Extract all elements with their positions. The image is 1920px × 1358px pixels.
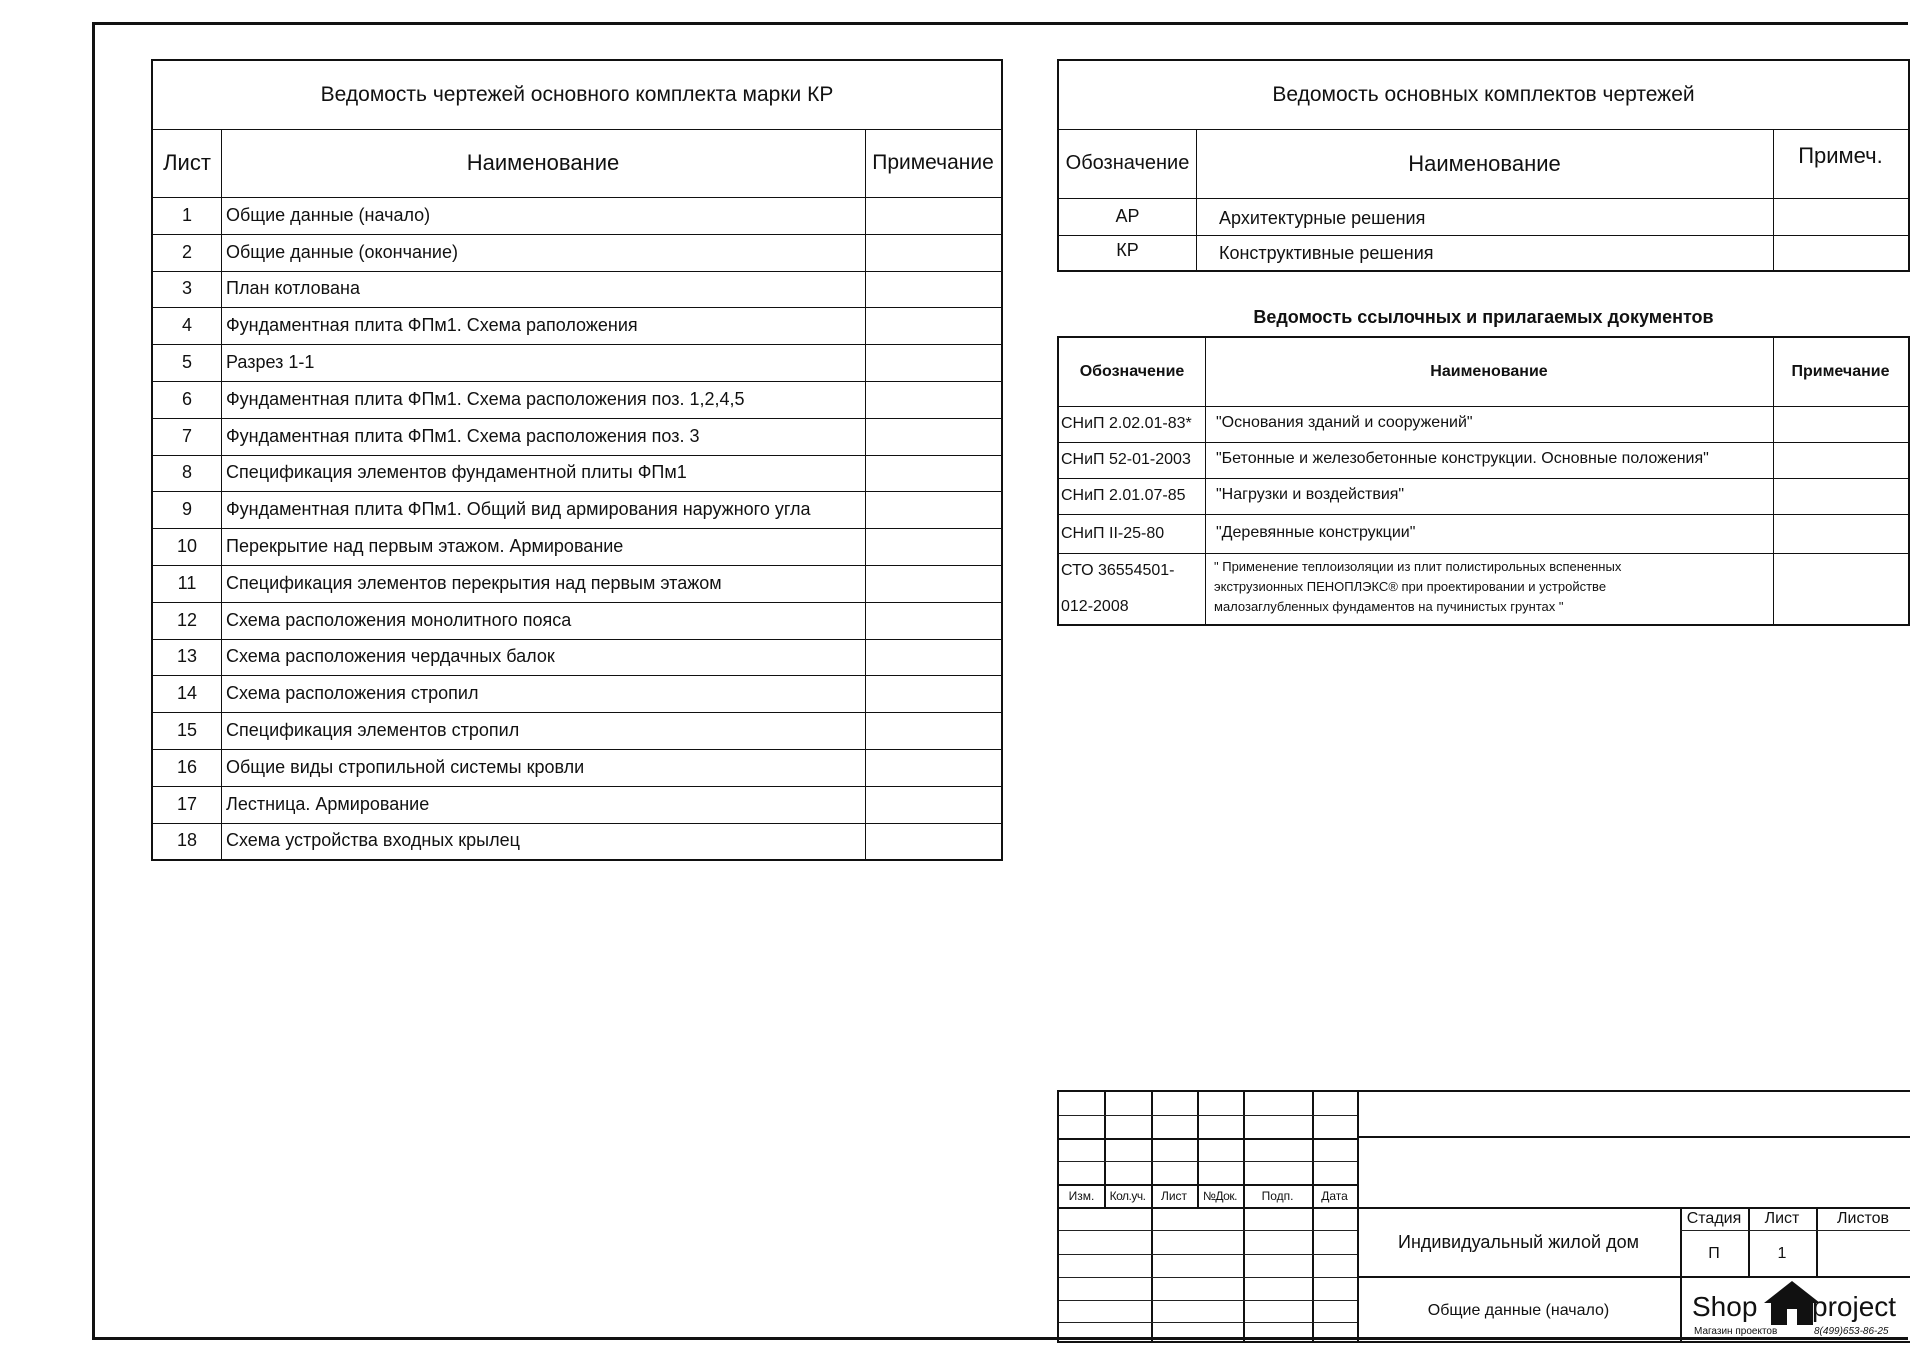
sheets-label: Листов (1837, 1210, 1889, 1227)
table-row (153, 712, 1001, 749)
logo-word-project: project (1812, 1291, 1897, 1322)
main-sets-title: Ведомость основных комплектов чертежей (1272, 83, 1695, 106)
logo-word-shop: Shop (1692, 1291, 1758, 1322)
label-izm: Изм. (1068, 1189, 1095, 1203)
sheet-number: 17 (176, 793, 198, 814)
sheet-number: 8 (181, 462, 192, 483)
table-row (153, 528, 1001, 565)
sheet-number: 15 (176, 720, 198, 741)
reference-docs-code: СНиП 2.01.07-85 (1061, 487, 1186, 504)
main-sets-code-kr: КР (1116, 240, 1139, 260)
main-sets-table (1057, 59, 1910, 272)
label-n-dok: №Док. (1203, 1189, 1237, 1203)
table-row (153, 749, 1001, 786)
sheet-number: 3 (181, 278, 192, 299)
sheet-number: 7 (181, 425, 192, 446)
sheet-title: Фундаментная плита ФПм1. Схема раположения (226, 315, 638, 336)
label-list: Лист (1160, 1189, 1188, 1203)
sheet-title: Фундаментная плита ФПм1. Общий вид армирования наружного угла (226, 499, 811, 520)
label-data: Дата (1321, 1189, 1348, 1203)
main-sets-header-note: Примеч. (1798, 142, 1883, 168)
reference-docs-name-line: малозаглубленных фундаментов на пучинистых грунтах " (1214, 598, 1564, 614)
stage-label: Стадия (1686, 1210, 1742, 1227)
table-row (153, 381, 1001, 418)
sheet-number: 5 (181, 352, 192, 373)
table-row (153, 197, 1001, 234)
main-sets-header-code: Обозначение (1065, 152, 1190, 174)
title-block (1057, 1090, 1910, 1343)
sheet-title: План котлована (226, 278, 360, 299)
sheet-value: 1 (1777, 1244, 1787, 1262)
sheet-title: Перекрытие над первым этажом. Армирование (226, 536, 624, 557)
sheet-title: Схема расположения монолитного пояса (226, 609, 572, 630)
logo-caption: Магазин проектов (1694, 1326, 1778, 1337)
table-row (153, 455, 1001, 492)
reference-docs-name: "Нагрузки и воздействия" (1216, 486, 1405, 503)
sheet-number: 4 (181, 315, 192, 336)
reference-docs-header-note: Примечание (1791, 363, 1890, 380)
sheet-number: 11 (177, 572, 197, 593)
table-row (153, 491, 1001, 528)
table-row (153, 418, 1001, 455)
table-row (153, 344, 1001, 381)
reference-docs-name-line: экструзионных ПЕНОПЛЭКС® при проектировании и устройстве (1214, 578, 1607, 594)
sheet-title: Схема устройства входных крылец (226, 830, 520, 851)
table-row (153, 234, 1001, 271)
drawings-list-table (151, 59, 1003, 861)
main-sets-name-ar: Архитектурные решения (1219, 208, 1426, 228)
logo-phone: 8(499)653-86-25 (1814, 1326, 1889, 1337)
reference-docs-name-line: " Применение теплоизоляции из плит полистирольных вспененных (1214, 558, 1622, 574)
sheet-label: Лист (1764, 1210, 1800, 1227)
main-sets-code-ar: АР (1115, 206, 1140, 226)
table-row (153, 675, 1001, 712)
sheet-title: Фундаментная плита ФПм1. Схема расположения поз. 3 (226, 425, 700, 446)
label-kol-uch: Кол.уч. (1109, 1189, 1146, 1203)
table-row (153, 307, 1001, 344)
sheet-title: Спецификация элементов перекрытия над первым этажом (226, 572, 722, 593)
sheet-number: 16 (176, 756, 198, 777)
sheet-title: Спецификация элементов стропил (226, 720, 520, 741)
project-name: Индивидуальный жилой дом (1398, 1231, 1639, 1252)
sheet-number: 12 (176, 609, 198, 630)
reference-docs-code: СНиП II-25-80 (1061, 524, 1165, 542)
sheet-number: 2 (181, 241, 192, 262)
stage-value: П (1708, 1244, 1720, 1262)
table-row (153, 271, 1001, 308)
drawings-list-title: Ведомость чертежей основного комплекта марки КР (320, 83, 834, 106)
reference-docs-title: Ведомость ссылочных и прилагаемых документов (1253, 306, 1714, 327)
sheet-title: Фундаментная плита ФПм1. Схема расположения поз. 1,2,4,5 (226, 388, 745, 409)
sheet-number: 1 (181, 204, 192, 225)
sheet-number: 14 (176, 683, 198, 704)
main-sets-header-name: Наименование (1408, 150, 1561, 176)
sheet-number: 10 (176, 536, 198, 557)
table-row (153, 823, 1001, 860)
drawings-list-header-sheet: Лист (163, 150, 211, 175)
reference-docs-header-name: Наименование (1430, 363, 1548, 380)
reference-docs-name: "Деревянные конструкции" (1216, 523, 1416, 541)
label-podp: Подп. (1261, 1189, 1294, 1203)
reference-docs-code: СНиП 52-01-2003 (1061, 451, 1191, 468)
sheet-title: Схема расположения стропил (226, 683, 479, 704)
table-row (153, 602, 1001, 639)
table-row (153, 565, 1001, 602)
reference-docs-code-line: 012-2008 (1061, 598, 1129, 615)
sheet-title: Схема расположения чердачных балок (226, 646, 555, 667)
table-row (153, 786, 1001, 823)
sheet-number: 9 (181, 499, 192, 520)
sheet-title: Разрез 1-1 (226, 352, 315, 373)
drawings-list-header-name: Наименование (466, 150, 620, 175)
sheet-number: 6 (181, 388, 192, 409)
sheet-title: Общие виды стропильной системы кровли (226, 756, 585, 777)
reference-docs-code: СНиП 2.02.01-83* (1061, 415, 1192, 432)
sheet-title: Спецификация элементов фундаментной плиты ФПм1 (226, 462, 687, 483)
sheet-name: Общие данные (начало) (1427, 1301, 1610, 1319)
sheet-title: Общие данные (начало) (226, 204, 431, 225)
drawings-list-header-note: Примечание (872, 151, 994, 174)
main-sets-name-kr: Конструктивные решения (1219, 243, 1434, 263)
shop-project-logo (1682, 1278, 1910, 1343)
reference-docs-header-code: Обозначение (1079, 363, 1185, 380)
table-row (153, 639, 1001, 676)
reference-docs-table (1057, 336, 1910, 626)
reference-docs-code-line: СТО 36554501- (1061, 562, 1175, 579)
sheet-number: 13 (176, 646, 198, 667)
reference-docs-name: "Бетонные и железобетонные конструкции. Основные положения" (1216, 450, 1709, 467)
sheet-title: Лестница. Армирование (226, 793, 430, 814)
reference-docs-name: "Основания зданий и сооружений" (1216, 414, 1473, 431)
sheet-title: Общие данные (окончание) (226, 241, 458, 262)
sheet-number: 18 (176, 830, 198, 851)
